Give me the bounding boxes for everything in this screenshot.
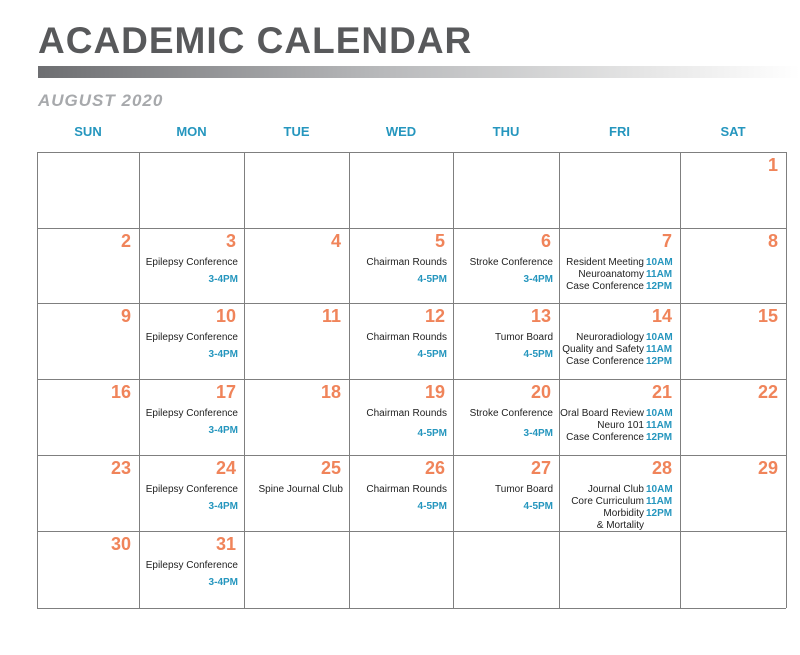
schedule-item-name: Case Conference bbox=[566, 281, 644, 292]
event-name[interactable]: Spine Journal Club bbox=[258, 484, 343, 495]
event-time: 3-4PM bbox=[208, 349, 238, 360]
day-number: 19 bbox=[424, 382, 445, 402]
day-cell bbox=[681, 229, 786, 303]
day-cell bbox=[350, 153, 453, 228]
day-cell bbox=[140, 229, 244, 303]
day-cell bbox=[681, 456, 786, 531]
day-cell bbox=[681, 532, 786, 608]
day-cell bbox=[454, 456, 559, 531]
day-cell bbox=[350, 304, 453, 379]
day-number: 30 bbox=[110, 534, 131, 554]
friday-schedule-item[interactable] bbox=[597, 520, 678, 531]
schedule-item-time: 11AM bbox=[646, 344, 673, 355]
event-time: 4-5PM bbox=[523, 349, 553, 360]
schedule-item-name: Case Conference bbox=[566, 432, 644, 443]
day-cell bbox=[38, 380, 139, 455]
schedule-item-time: 10AM bbox=[646, 257, 673, 268]
day-cell bbox=[140, 380, 244, 455]
day-cell bbox=[560, 456, 680, 531]
schedule-item-name: & Mortality bbox=[596, 520, 644, 531]
day-number: 6 bbox=[540, 231, 551, 251]
event-time: 3-4PM bbox=[208, 274, 238, 285]
weekday-header-thu: THU bbox=[492, 124, 520, 139]
day-number: 26 bbox=[424, 458, 445, 478]
event-name[interactable]: Epilepsy Conference bbox=[145, 408, 238, 419]
event-name[interactable]: Chairman Rounds bbox=[366, 257, 447, 268]
friday-schedule-item[interactable] bbox=[562, 344, 678, 355]
day-cell bbox=[454, 532, 559, 608]
friday-schedule-item[interactable] bbox=[603, 508, 678, 519]
day-cell bbox=[245, 229, 349, 303]
schedule-item-name: Oral Board Review bbox=[560, 408, 644, 419]
day-number: 20 bbox=[530, 382, 551, 402]
schedule-item-time: 12PM bbox=[646, 432, 673, 443]
day-cell bbox=[38, 229, 139, 303]
day-number: 24 bbox=[215, 458, 236, 478]
friday-schedule-item[interactable] bbox=[571, 496, 678, 507]
friday-schedule-item[interactable] bbox=[576, 332, 678, 343]
event-time: 3-4PM bbox=[208, 577, 238, 588]
day-number: 7 bbox=[661, 231, 672, 251]
friday-schedule-item[interactable] bbox=[566, 257, 678, 268]
day-cell bbox=[140, 304, 244, 379]
day-number: 8 bbox=[767, 231, 778, 251]
day-number: 31 bbox=[215, 534, 236, 554]
schedule-item-time: 11AM bbox=[646, 420, 673, 431]
day-cell bbox=[38, 304, 139, 379]
day-cell bbox=[560, 532, 680, 608]
day-cell bbox=[350, 229, 453, 303]
event-time: 3-4PM bbox=[208, 425, 238, 436]
weekday-header-tue: TUE bbox=[283, 124, 310, 139]
event-time: 4-5PM bbox=[523, 501, 553, 512]
schedule-item-time: 11AM bbox=[646, 496, 673, 507]
event-name[interactable]: Tumor Board bbox=[495, 484, 553, 495]
day-number: 13 bbox=[530, 306, 551, 326]
event-time: 3-4PM bbox=[208, 501, 238, 512]
schedule-item-time: 12PM bbox=[646, 508, 673, 519]
weekday-header-sun: SUN bbox=[74, 124, 102, 139]
day-cell bbox=[140, 456, 244, 531]
event-name[interactable]: Tumor Board bbox=[495, 332, 553, 343]
day-cell bbox=[560, 229, 680, 303]
schedule-item-name: Case Conference bbox=[566, 356, 644, 367]
day-number: 4 bbox=[330, 231, 341, 251]
schedule-item-name: Morbidity bbox=[603, 508, 644, 519]
event-name[interactable]: Epilepsy Conference bbox=[145, 484, 238, 495]
friday-schedule-item[interactable] bbox=[566, 432, 678, 443]
day-number: 16 bbox=[110, 382, 131, 402]
day-cell bbox=[560, 153, 680, 228]
event-time: 3-4PM bbox=[523, 428, 553, 439]
schedule-item-time: 10AM bbox=[646, 408, 673, 419]
day-number: 22 bbox=[757, 382, 778, 402]
day-number: 29 bbox=[757, 458, 778, 478]
day-cell bbox=[350, 456, 453, 531]
day-number: 25 bbox=[320, 458, 341, 478]
day-cell bbox=[681, 380, 786, 455]
event-time: 4-5PM bbox=[417, 349, 447, 360]
event-name[interactable]: Chairman Rounds bbox=[366, 408, 447, 419]
day-cell bbox=[681, 153, 786, 228]
day-cell bbox=[350, 380, 453, 455]
day-cell bbox=[560, 380, 680, 455]
day-number: 21 bbox=[651, 382, 672, 402]
schedule-item-name: Quality and Safety bbox=[562, 344, 644, 355]
day-number: 17 bbox=[215, 382, 236, 402]
schedule-item-name: Neuro 101 bbox=[597, 420, 644, 431]
weekday-header-wed: WED bbox=[385, 124, 417, 139]
day-cell bbox=[38, 532, 139, 608]
weekday-header-sat: SAT bbox=[720, 124, 746, 139]
event-time: 3-4PM bbox=[523, 274, 553, 285]
schedule-item-time: 10AM bbox=[646, 484, 673, 495]
event-time: 4-5PM bbox=[417, 274, 447, 285]
schedule-item-name: Journal Club bbox=[587, 484, 644, 495]
day-cell bbox=[350, 532, 453, 608]
schedule-item-name: Core Curriculum bbox=[571, 496, 644, 507]
day-cell bbox=[560, 304, 680, 379]
friday-schedule-item[interactable] bbox=[560, 408, 678, 419]
day-number: 5 bbox=[434, 231, 445, 251]
friday-schedule-item[interactable] bbox=[566, 356, 678, 367]
weekday-header-mon: MON bbox=[176, 124, 207, 139]
day-number: 3 bbox=[225, 231, 236, 251]
event-name[interactable]: Epilepsy Conference bbox=[145, 257, 238, 268]
day-number: 11 bbox=[321, 306, 341, 326]
event-name[interactable]: Chairman Rounds bbox=[366, 484, 447, 495]
friday-schedule-item[interactable] bbox=[566, 281, 678, 292]
day-number: 2 bbox=[120, 231, 131, 251]
event-name[interactable]: Chairman Rounds bbox=[366, 332, 447, 343]
day-number: 14 bbox=[651, 306, 672, 326]
day-cell bbox=[454, 153, 559, 228]
schedule-item-time: 11AM bbox=[646, 269, 673, 280]
day-number: 1 bbox=[767, 155, 778, 175]
day-number: 27 bbox=[530, 458, 551, 478]
day-cell bbox=[245, 153, 349, 228]
event-name[interactable]: Stroke Conference bbox=[469, 408, 553, 419]
day-cell bbox=[454, 229, 559, 303]
day-cell bbox=[245, 456, 349, 531]
grid-line-horizontal bbox=[37, 608, 786, 609]
friday-schedule-item[interactable] bbox=[578, 269, 678, 280]
day-number: 12 bbox=[424, 306, 445, 326]
day-number: 15 bbox=[757, 306, 778, 326]
day-cell bbox=[245, 380, 349, 455]
page-title: ACADEMIC CALENDAR bbox=[38, 20, 473, 61]
event-name[interactable]: Epilepsy Conference bbox=[145, 560, 238, 571]
day-number: 28 bbox=[651, 458, 672, 478]
schedule-item-time: 12PM bbox=[646, 356, 673, 367]
schedule-item-name: Resident Meeting bbox=[566, 257, 644, 268]
day-cell bbox=[245, 532, 349, 608]
day-cell bbox=[454, 380, 559, 455]
event-time: 4-5PM bbox=[417, 501, 447, 512]
day-cell bbox=[454, 304, 559, 379]
day-cell bbox=[245, 304, 349, 379]
title-underline-bar bbox=[38, 66, 800, 78]
day-cell bbox=[140, 532, 244, 608]
day-number: 9 bbox=[120, 306, 131, 326]
event-name[interactable]: Stroke Conference bbox=[469, 257, 553, 268]
friday-schedule-item[interactable] bbox=[597, 420, 678, 431]
friday-schedule-item[interactable] bbox=[588, 484, 678, 495]
day-cell bbox=[38, 456, 139, 531]
schedule-item-name: Neuroradiology bbox=[576, 332, 644, 343]
day-cell bbox=[38, 153, 139, 228]
event-time: 4-5PM bbox=[417, 428, 447, 439]
day-number: 23 bbox=[110, 458, 131, 478]
weekday-header-fri: FRI bbox=[609, 124, 630, 139]
schedule-item-time: 10AM bbox=[646, 332, 673, 343]
day-cell bbox=[681, 304, 786, 379]
day-number: 18 bbox=[320, 382, 341, 402]
day-number: 10 bbox=[215, 306, 236, 326]
day-cell bbox=[140, 153, 244, 228]
event-name[interactable]: Epilepsy Conference bbox=[145, 332, 238, 343]
grid-line-vertical bbox=[786, 152, 787, 608]
month-heading: AUGUST 2020 bbox=[38, 91, 164, 110]
schedule-item-time: 12PM bbox=[646, 281, 673, 292]
schedule-item-name: Neuroanatomy bbox=[578, 269, 644, 280]
